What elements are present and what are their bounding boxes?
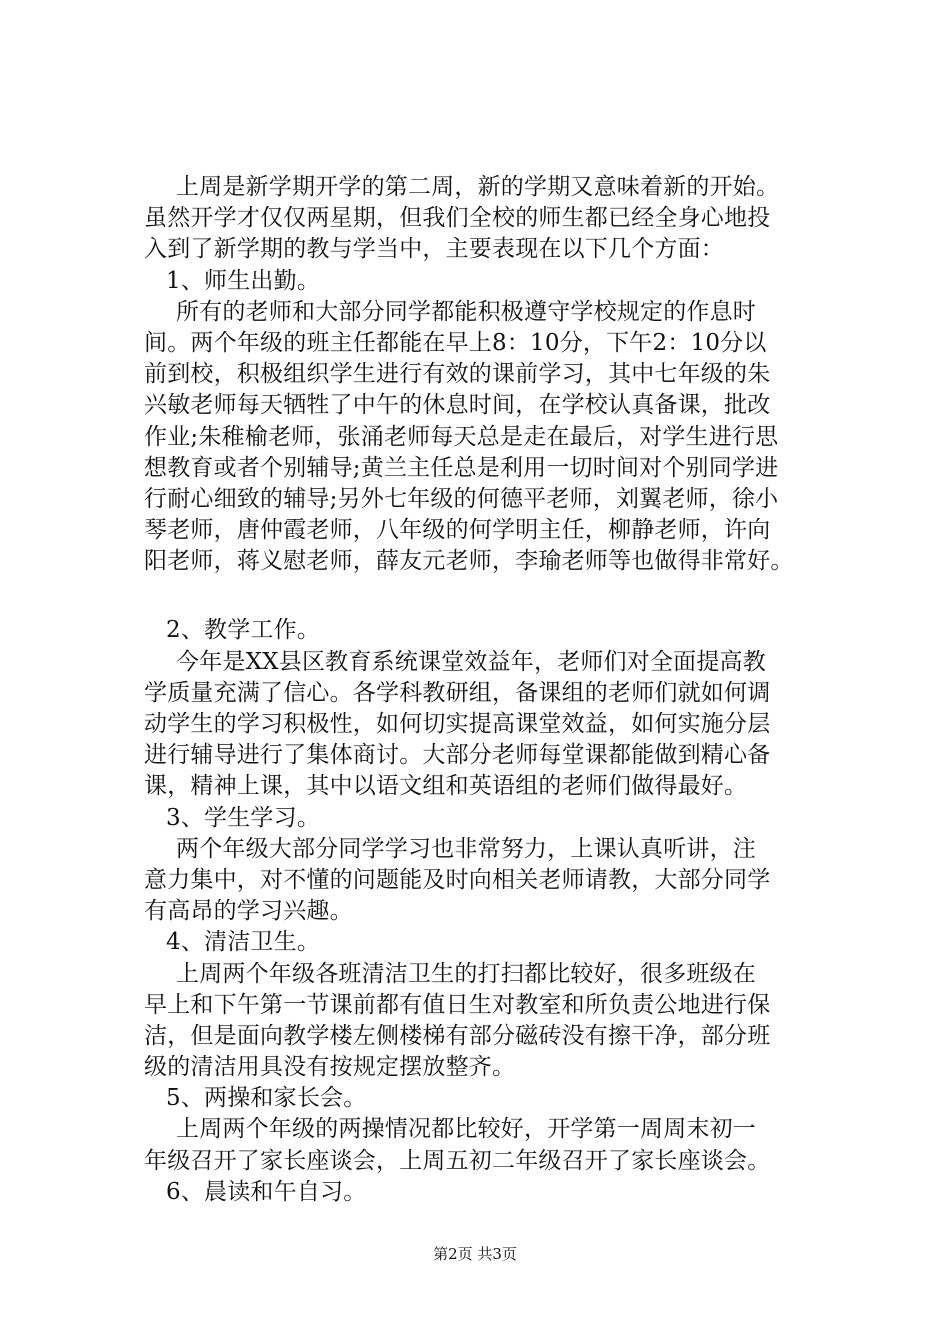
- text-line: 早上和下午第一节课前都有值日生对教室和所负责公地进行保: [144, 991, 771, 1018]
- section-heading: 6、晨读和午自习。: [166, 1178, 367, 1205]
- text-line: 想教育或者个别辅导;黄兰主任总是利用一切时间对个别同学进: [144, 454, 779, 481]
- section-heading: 2、教学工作。: [166, 617, 321, 644]
- text-line: 两个年级大部分同学学习也非常努力，上课认真听讲，注: [176, 835, 756, 862]
- heading-cleaning: [144, 927, 824, 958]
- document-body: [144, 172, 824, 1208]
- text-line: 间。两个年级的班主任都能在早上8：10分，下午2：10分以: [144, 329, 767, 356]
- text-line: 入到了新学期的教与学当中，主要表现在以下几个方面：: [144, 236, 724, 263]
- text-line: 今年是XX县区教育系统课堂效益年，老师们对全面提高教: [176, 648, 766, 675]
- paragraph-spacer: [144, 577, 824, 615]
- text-line: 虽然开学才仅仅两星期，但我们全校的师生都已经全身心地投: [144, 205, 771, 232]
- text-line: 上周是新学期开学的第二周，新的学期又意味着新的开始。: [176, 174, 780, 200]
- text-line: 洁，但是面向教学楼左侧楼梯有部分磁砖没有擦干净，部分班: [144, 1022, 771, 1049]
- text-line: 有高昂的学习兴趣。: [144, 898, 353, 925]
- paragraph-teaching: [144, 647, 824, 803]
- text-line: 上周两个年级的两操情况都比较好，开学第一周周末初一: [176, 1116, 756, 1143]
- paragraph-study: [144, 834, 824, 928]
- text-line: 琴老师，唐仲霞老师，八年级的何学明主任，柳静老师，许向: [144, 517, 771, 544]
- text-line: 上周两个年级各班清洁卫生的打扫都比较好，很多班级在: [176, 960, 756, 987]
- text-line: 进行辅导进行了集体商讨。大部分老师每堂课都能做到精心备: [144, 742, 771, 769]
- heading-exercises: [144, 1083, 824, 1114]
- heading-attendance: [144, 266, 824, 297]
- paragraph-exercises: [144, 1114, 824, 1176]
- section-heading: 3、学生学习。: [166, 804, 321, 831]
- text-line: 兴敏老师每天牺牲了中午的休息时间，在学校认真备课，批改: [144, 392, 771, 419]
- heading-reading: [144, 1177, 824, 1208]
- text-line: 所有的老师和大部分同学都能积极遵守学校规定的作息时: [176, 298, 756, 325]
- text-line: 动学生的学习积极性，如何切实提高课堂效益，如何实施分层: [144, 711, 771, 737]
- section-heading: 1、师生出勤。: [166, 267, 321, 294]
- heading-study: [144, 803, 824, 834]
- text-line: 前到校，积极组织学生进行有效的课前学习，其中七年级的朱: [144, 361, 771, 388]
- paragraph-attendance: [144, 297, 824, 578]
- text-line: 行耐心细致的辅导;另外七年级的何德平老师，刘翼老师，徐小: [144, 485, 779, 512]
- text-line: 作业;朱稚榆老师，张涌老师每天总是走在最后，对学生进行思: [144, 423, 779, 450]
- text-line: 年级召开了家长座谈会，上周五初二年级召开了家长座谈会。: [144, 1147, 771, 1174]
- text-line: 意力集中，对不懂的问题能及时向相关老师请教，大部分同学: [144, 866, 771, 893]
- paragraph-cleaning: [144, 959, 824, 1084]
- text-line: 阳老师，蒋义慰老师，薛友元老师，李瑜老师等也做得非常好。: [144, 548, 794, 575]
- section-heading: 5、两操和家长会。: [166, 1085, 367, 1112]
- section-heading: 4、清洁卫生。: [166, 929, 321, 956]
- page-number: 第2页 共3页: [433, 1245, 517, 1263]
- text-line: 课，精神上课，其中以语文组和英语组的老师们做得最好。: [144, 773, 748, 800]
- text-line: 级的清洁用具没有按规定摆放整齐。: [144, 1054, 516, 1081]
- heading-teaching: [144, 615, 824, 646]
- paragraph-intro: [144, 172, 824, 266]
- text-line: 学质量充满了信心。各学科教研组，备课组的老师们就如何调: [144, 679, 771, 706]
